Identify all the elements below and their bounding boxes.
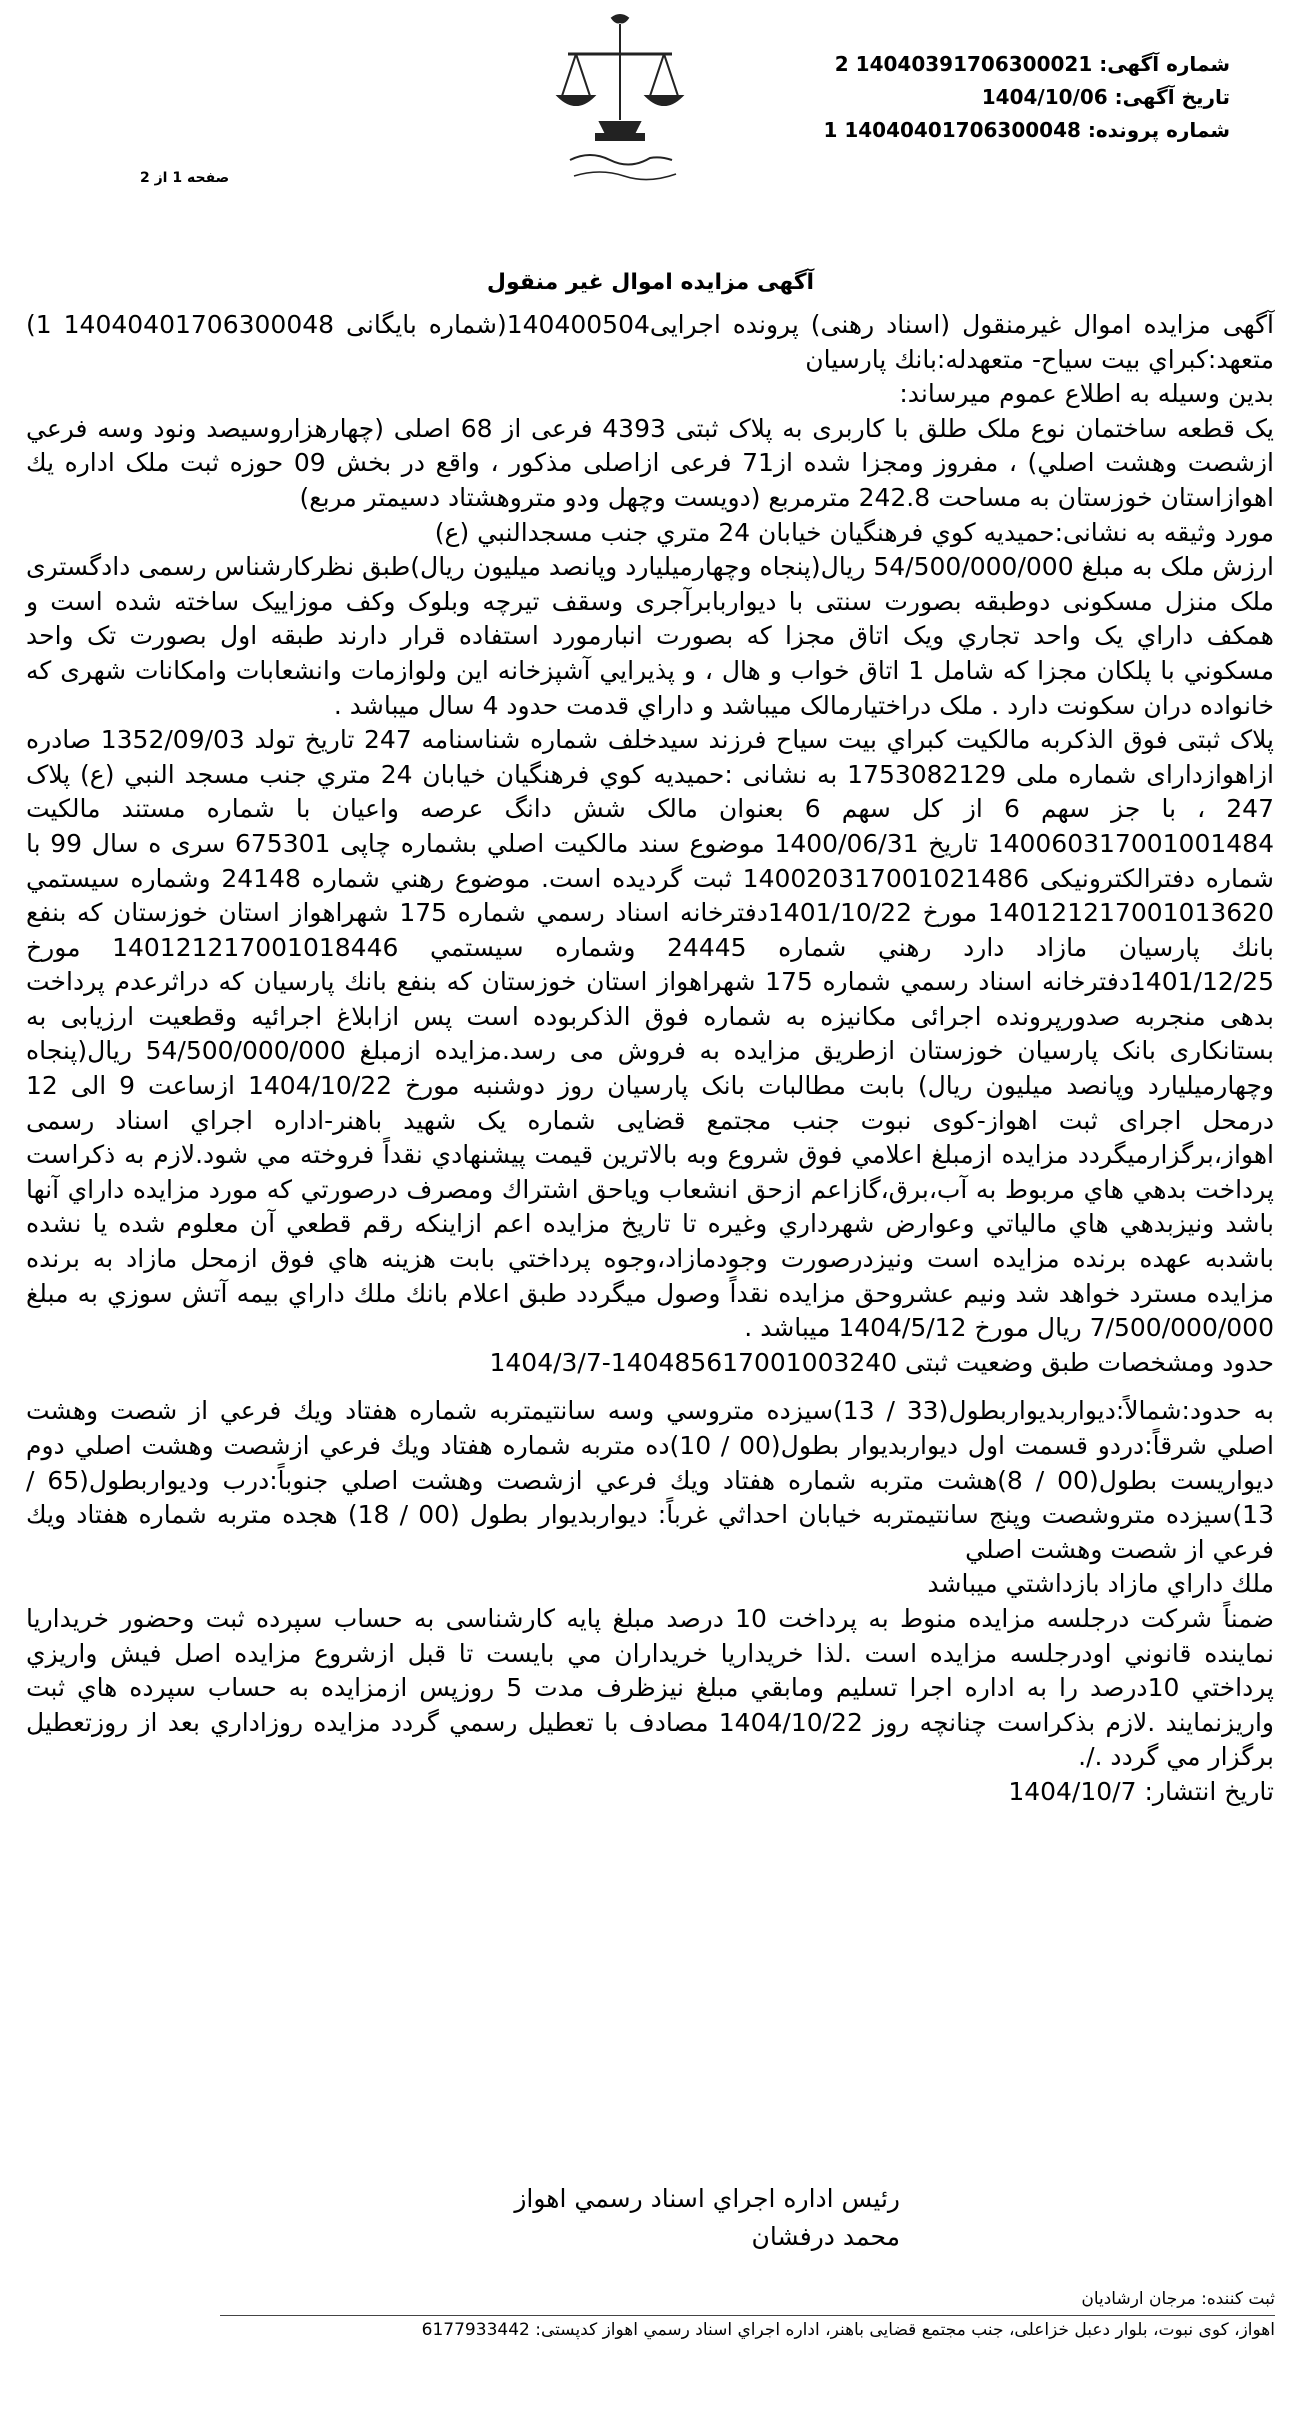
body-paragraph: ضمناً شرکت درجلسه مزايده منوط به پرداخت 10 درصد مبلغ پایه کارشناسی به حساب سپرده ثبت وحضور خريداريا نماينده قانوني اودرجلسه مزايده است .لذا خريداريا خريداران مي بايست تا قبل ازشروع مزايده اصل فيش واريزي پرداختي 10درصد را به اداره اجرا تسليم ومابقي مبلغ نيزظرف مدت 5 روزپس ازمزايده به حساب سپرده هاي ثبت واريزنمايند .لازم بذكراست چنانچه روز 1404/10/22 مصادف با تعطيل رسمي گردد مزايده روزاداري بعد از روزتعطيل برگزار مي گردد ./. [26, 1603, 1275, 1772]
body-paragraph: آگهی مزایده اموال غیرمنقول (اسناد رهنی) پرونده اجرایی140400504(شماره بایگانی 14040401706300048 1) متعهد:کبراي بيت سياح- متعهدله:بانك پارسيان [26, 310, 1274, 374]
body-paragraph: ارزش ملک به مبلغ 54/500/000/000 ريال(پنجاه وچهارميليارد وپانصد ميليون ريال)طبق نظرکارشناس رسمی دادگستری ملک منزل مسکونی دوطبقه بصورت سنتی با دیواربابرآجری وسقف تیرچه وبلوک وکف موزاییک ساخته شده است و همکف داراي يک واحد تجاري ويک اتاق مجزا که بصورت انبارمورد استفاده قرار دارند طبقه اول بصورت تک واحد مسکوني با پلکان مجزا که شامل 1 اتاق خواب و هال ، و پذيرايي آشپزخانه این ولوازمات وانشعابات وامکانات شهری که خانواده دران سکونت دارد . ملک دراختیارمالک میباشد و داراي قدمت حدود 4 سال میباشد . [26, 552, 1274, 720]
body-paragraph: یک قطعه ساختمان نوع ملک طلق با کاربری به پلاک ثبتی 4393 فرعی از 68 اصلی (چهارهزاروسیصد ونود وسه فرعي ازشصت وهشت اصلي) ، مفروز ومجزا شده از71 فرعی ازاصلی مذكور ، واقع در بخش 09 حوزه ثبت ملک اداره يك اهوازاستان خوزستان به مساحت 242.8 مترمربع (دويست وچهل ودو متروهشتاد دسيمتر مربع) [26, 413, 1275, 512]
body-paragraph: حدود ومشخصات طبق وضعیت ثبتی 140485617001003240-1404/3/7 [489, 1347, 1274, 1377]
body-paragraph: به حدود:شمالاً:دیواربدیواربطول(33 / 13)سیزده متروسي وسه سانتيمتربه شماره هفتاد ويك فرعي از شصت وهشت اصلي شرقاً:دردو قسمت اول ديواربديوار بطول(00 / 10)ده متربه شماره هفتاد ويك فرعي ازشصت وهشت اصلي دوم ديواريست بطول(00 / 8)هشت متربه شماره هفتاد ويك فرعي ازشصت وهشت اصلي جنوباً:درب وديواربطول(65 / 13)سيزده متروشصت وپنج سانتيمتربه خيابان احداثي غرباً: ديواربديوار بطول (00 / 18) هجده متربه شماره هفتاد ويك فرعي از شصت وهشت اصلي [26, 1396, 1274, 1564]
body-paragraph: پلاک ثبتی فوق الذکربه مالکیت کبراي بيت سياح فرزند سیدخلف شماره شناسنامه 247 تاریخ تولد 1352/09/03 صادره ازاهوازدارای شماره ملی 1753082129 به نشانی :حمیدیه كوي فرهنگيان خيابان 24 متري جنب مسجد النبي (ع) پلاک 247 ، با جز سهم 6 از کل سهم 6 بعنوان مالک شش دانگ عرصه واعيان با شماره مستند مالکیت 140060317001001484 تاريخ 1400/06/31 موضوع سند مالکیت اصلي بشماره چاپی 675301 سری ه سال 99 با شماره دفترالکترونیکی 140020317001021486 ثبت گردیده است. موضوع رهني شماره 24148 وشماره سيستمي 140121217001013620 مورخ 1401/10/22دفترخانه اسناد رسمي شماره 175 شهراهواز استان خوزستان که بنفع بانك پارسيان مازاد دارد رهني شماره 24445 وشماره سيستمي 140121217001018446 مورخ 1401/12/25دفترخانه اسناد رسمي شماره 175 شهراهواز استان خوزستان که بنفع بانك پارسيان که دراثرعدم پرداخت بدهی منجربه صدورپرونده اجرائی مکانیزه به شماره فوق الذکربوده است پس ازابلاغ اجرائیه وقطعیت ارزیابی به بستانکاری بانک پارسیان خوزستان ازطریق مزایده به فروش می رسد.مزایده ازمبلغ 54/500/000/000 ريال(پنجاه وچهارميليارد وپانصد ميليون ريال) بابت مطالبات بانک پارسیان روز دوشنبه مورخ 1404/10/22 ازساعت 9 الی 12 درمحل اجرای ثبت اهواز-کوی نبوت جنب مجتمع قضایی شماره یک شهيد باهنر-اداره اجراي اسناد رسمی اهواز،برگزارمیگردد مزایده ازمبلغ اعلامي فوق شروع وبه بالاترين قيمت پيشنهادي نقداً فروخته مي شود.لازم به ذکراست پرداخت بدهي هاي مربوط به آب،برق،گازاعم ازحق انشعاب وياحق اشتراك ومصرف درصورتي كه مورد مزايده داراي آنها باشد ونيزبدهي هاي مالياتي وعوارض شهرداري وغيره تا تاريخ مزايده اعم ازاينكه رقم قطعي آن معلوم شده يا نشده باشدبه عهده برنده مزايده است ونيزدرصورت وجودمازاد،وجوه پرداختي بابت هزينه هاي فوق ازمحل مازاد به برنده مزايده مسترد خواهد شد ونيم عشروحق مزايده نقداً وصول ميگردد طبق اعلام بانك ملك داراي بيمه آتش سوزي به مبلغ 7/500/000/000 ريال مورخ 1404/5/12 ميباشد . [26, 725, 1275, 1343]
body-paragraph: مورد وثیقه به نشانی:حمیدیه كوي فرهنگيان خيابان 24 متري جنب مسجدالنبي (ع) [434, 517, 1274, 547]
judiciary-emblem-logo [540, 10, 700, 195]
ad-date: تاریخ آگهی: 1404/10/06 [981, 85, 1230, 109]
signatory-name: محمد درفشان [751, 2222, 900, 2251]
body-paragraph: ملك داراي مازاد بازداشتي ميباشد [927, 1569, 1274, 1599]
ad-number: شماره آگهی: 14040391706300021 2 [834, 52, 1230, 76]
document-title: آگهی مزایده اموال غیر منقول [486, 270, 815, 295]
document-body [26, 308, 1274, 1810]
body-paragraph: بدین وسیله به اطلاع عموم میرساند: [899, 379, 1274, 409]
publication-date: تاریخ انتشار: 1404/10/7 [1008, 1776, 1274, 1806]
footer [220, 2285, 1275, 2344]
signatory-title: رئیس اداره اجراي اسناد رسمي اهواز [514, 2184, 900, 2213]
ad-metadata [790, 48, 1230, 147]
registrar: ثبت کننده: مرجان ارشادیان [1081, 2289, 1275, 2309]
office-address: اهواز، کوی نبوت، بلوار دعبل خزاعلی، جنب مجتمع قضایی باهنر، اداره اجراي اسناد رسمي اهواز کدپستی: 6177933442 [421, 2320, 1275, 2340]
signature-block [500, 2180, 900, 2256]
page-number: صفحه 1 از 2 [140, 170, 230, 186]
case-number: شماره پرونده: 14040401706300048 1 [823, 118, 1230, 142]
